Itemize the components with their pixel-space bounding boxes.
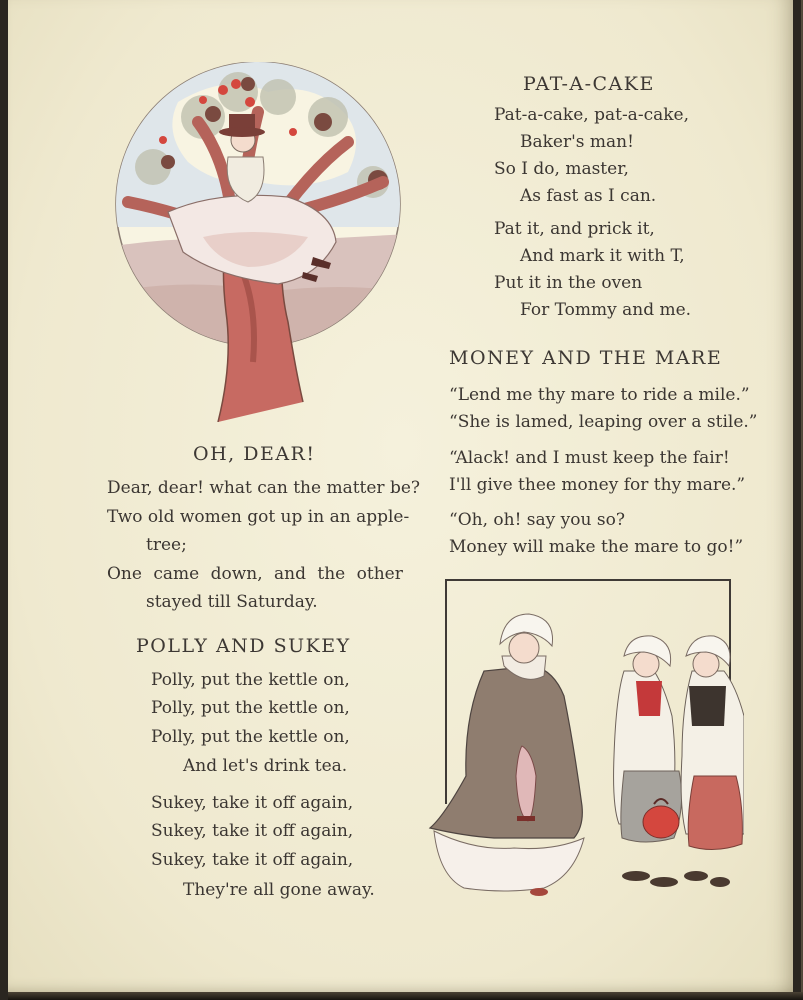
book-page <box>8 0 793 992</box>
sukey-line-4: They're all gone away. <box>183 880 375 900</box>
pat-a-cake-line-6: And mark it with T, <box>520 246 685 266</box>
money-mare-line-3: “Alack! and I must keep the fair! <box>449 448 730 468</box>
money-mare-line-2: “She is lamed, leaping over a stile.” <box>449 412 758 432</box>
oh-dear-line-3: tree; <box>146 535 187 555</box>
oh-dear-line-4: One came down, and the other <box>107 564 403 584</box>
money-mare-line-6: Money will make the mare to go!” <box>449 537 744 557</box>
polly-line-1: Polly, put the kettle on, <box>151 670 350 690</box>
polly-line-4: And let's drink tea. <box>183 756 348 776</box>
pat-a-cake-line-7: Put it in the oven <box>494 273 643 293</box>
pat-a-cake-line-3: So I do, master, <box>494 159 629 179</box>
sukey-line-2: Sukey, take it off again, <box>151 821 354 841</box>
oh-dear-title: OH, DEAR! <box>193 443 316 465</box>
money-mare-line-4: I'll give thee money for thy mare.” <box>449 475 746 495</box>
pat-a-cake-title: PAT-A-CAKE <box>523 73 655 95</box>
sukey-line-1: Sukey, take it off again, <box>151 793 354 813</box>
pat-a-cake-line-8: For Tommy and me. <box>520 300 692 320</box>
pat-a-cake-line-2: Baker's man! <box>520 132 634 152</box>
pat-a-cake-line-5: Pat it, and prick it, <box>494 219 655 239</box>
polly-and-sukey-title: POLLY AND SUKEY <box>136 635 351 657</box>
pat-a-cake-line-4: As fast as I can. <box>520 186 657 206</box>
polly-sukey-illustration <box>424 576 744 906</box>
page-edge-bottom <box>8 992 803 1000</box>
oh-dear-line-1: Dear, dear! what can the matter be? <box>107 478 421 498</box>
sukey-line-3: Sukey, take it off again, <box>151 850 354 870</box>
pat-a-cake-line-1: Pat-a-cake, pat-a-cake, <box>494 105 689 125</box>
polly-line-3: Polly, put the kettle on, <box>151 727 350 747</box>
money-mare-line-1: “Lend me thy mare to ride a mile.” <box>449 385 750 405</box>
apple-tree-illustration <box>108 62 408 422</box>
polly-line-2: Polly, put the kettle on, <box>151 698 350 718</box>
money-and-the-mare-title: MONEY AND THE MARE <box>449 347 723 369</box>
oh-dear-line-2: Two old women got up in an apple- <box>107 507 410 527</box>
oh-dear-line-5: stayed till Saturday. <box>146 592 318 612</box>
money-mare-line-5: “Oh, oh! say you so? <box>449 510 625 530</box>
